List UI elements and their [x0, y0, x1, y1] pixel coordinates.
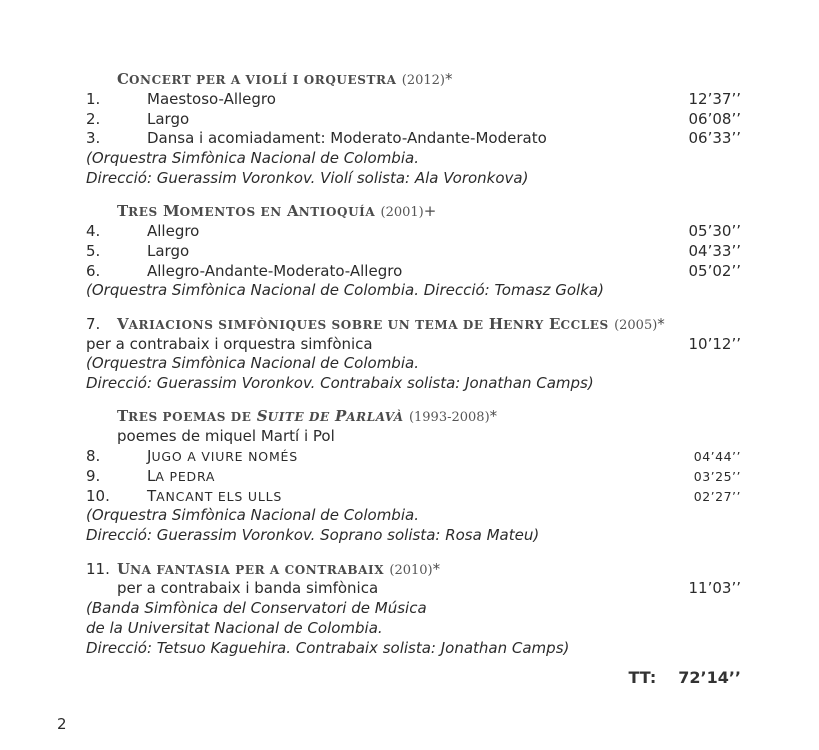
movement-row	[86, 262, 741, 282]
work-title-text: ENRY	[503, 317, 544, 332]
song-duration: 02’27’’	[693, 488, 741, 504]
song-title-initial: T	[147, 486, 157, 505]
song-row	[86, 467, 741, 487]
work-year: (1993-2008)	[408, 410, 490, 426]
work-title-text: ONCERT PER A VIOLÍ I ORQUESTRA	[128, 73, 397, 87]
work-subtitle-row	[86, 427, 741, 447]
work-title-initial: V	[117, 314, 129, 333]
work-title-text: NA FANTASIA PER A CONTRABAIX	[130, 562, 385, 577]
song-duration: 04’44’’	[693, 449, 741, 465]
total-time	[629, 668, 741, 687]
movement-name: Dansa i acomiadament: Moderato-Andante-Moderato	[147, 129, 547, 148]
song-title: A PEDRA	[155, 468, 216, 484]
work-title-initial: S	[256, 407, 268, 426]
movement-name: Largo	[147, 109, 190, 128]
work-mark: +	[423, 202, 437, 221]
movement-name: Allegro-Andante-Moderato-Allegro	[147, 261, 403, 280]
work-title-text: ARLAVÀ	[346, 410, 404, 425]
work-title-initial: H	[488, 314, 504, 333]
movement-row	[86, 110, 741, 130]
work-subtitle: poemes de miquel Martí i Pol	[117, 427, 335, 446]
work-title-text: UITE DE	[267, 410, 330, 425]
performer-note: (Orquestra Simfònica Nacional de Colombia.	[86, 354, 419, 373]
song-row	[86, 447, 741, 467]
total-time-value: 72’14’’	[678, 668, 741, 687]
work-year: (2010)	[389, 562, 433, 578]
track-number: 7.	[86, 314, 101, 333]
work-title	[86, 202, 741, 222]
movement-name: Allegro	[147, 222, 200, 241]
song-title-initial: J	[147, 447, 152, 466]
work-mark: *	[489, 407, 498, 426]
movement-number: 4.	[86, 222, 101, 241]
page-number: 2	[57, 715, 67, 733]
track-duration: 11’03’’	[688, 579, 741, 598]
movement-name: Largo	[147, 241, 190, 260]
song-row	[86, 487, 741, 507]
track-listing	[86, 70, 741, 687]
performer-note: de la Universitat Nacional de Colombia.	[86, 618, 383, 637]
performer-note: Direcció: Guerassim Voronkov. Violí solista: Ala Voronkova)	[86, 168, 529, 187]
movement-row	[86, 242, 741, 262]
work-title	[86, 407, 741, 427]
work-subtitle: per a contrabaix i banda simfònica	[117, 579, 379, 598]
work-subtitle-row	[86, 579, 741, 599]
work-title-initial: T	[117, 407, 129, 426]
song-title: ANCANT ELS ULLS	[156, 488, 283, 504]
movement-duration: 05’02’’	[688, 261, 741, 280]
work-title-initial: A	[287, 202, 299, 221]
performer-note: Direcció: Guerassim Voronkov. Contrabaix solista: Jonathan Camps)	[86, 374, 594, 393]
movement-number: 6.	[86, 261, 101, 280]
movement-number: 2.	[86, 109, 101, 128]
work-title-initial: E	[549, 314, 561, 333]
work-title-text: ARIACIONS SIMFÒNIQUES SOBRE UN TEMA DE	[128, 317, 484, 332]
work-title-initial: M	[163, 202, 180, 221]
work-mark: *	[432, 559, 441, 578]
work-title-text: RES POEMAS DE	[128, 410, 252, 425]
performer-note: (Banda Simfònica del Conservatori de Música	[86, 599, 427, 618]
work-title-text: NTIOQUÍA	[298, 205, 376, 220]
work-year: (2001)	[380, 205, 424, 221]
movement-duration: 06’33’’	[688, 129, 741, 148]
work-title-initial: P	[334, 407, 347, 426]
work-mark: *	[657, 314, 665, 333]
work-title-initial: U	[117, 559, 131, 578]
song-number: 9.	[86, 466, 101, 485]
work-year: (2012)	[401, 73, 445, 88]
work-title	[86, 315, 741, 335]
work-title	[86, 70, 741, 90]
movement-number: 3.	[86, 129, 101, 148]
movement-duration: 06’08’’	[688, 109, 741, 128]
movement-number: 1.	[86, 89, 101, 108]
work-mark: *	[444, 70, 453, 88]
work-subtitle: per a contrabaix i orquestra simfònica	[86, 334, 373, 353]
work-subtitle-row	[86, 335, 741, 355]
song-title: UGO A VIURE NOMÉS	[151, 449, 298, 465]
performer-note: (Orquestra Simfònica Nacional de Colombia.	[86, 149, 419, 168]
song-number: 8.	[86, 447, 101, 466]
work-title-text: CCLES	[560, 317, 609, 332]
work-title-text: RES	[128, 205, 158, 220]
performer-note: Direcció: Guerassim Voronkov. Soprano solista: Rosa Mateu)	[86, 526, 540, 545]
movement-name: Maestoso-Allegro	[147, 89, 276, 108]
track-number: 11.	[86, 559, 110, 578]
work-title	[86, 560, 741, 580]
performer-note: Direcció: Tetsuo Kaguehira. Contrabaix solista: Jonathan Camps)	[86, 638, 570, 657]
total-time-label: TT:	[628, 668, 657, 687]
work-title-initial: C	[117, 70, 129, 88]
performer-note: (Orquestra Simfònica Nacional de Colombia. Direcció: Tomasz Golka)	[86, 281, 604, 300]
movement-row	[86, 90, 741, 110]
track-duration: 10’12’’	[688, 334, 741, 353]
movement-row	[86, 129, 741, 149]
movement-duration: 05’30’’	[688, 222, 741, 241]
work-title-text: OMENTOS EN	[179, 205, 282, 220]
song-duration: 03’25’’	[693, 468, 741, 484]
movement-row	[86, 222, 741, 242]
movement-duration: 12’37’’	[688, 89, 741, 108]
performer-note: (Orquestra Simfònica Nacional de Colombia.	[86, 506, 419, 525]
work-year: (2005)	[614, 317, 658, 333]
work-title-initial: T	[117, 202, 129, 221]
song-number: 10.	[86, 486, 110, 505]
movement-duration: 04’33’’	[688, 241, 741, 260]
movement-number: 5.	[86, 241, 101, 260]
song-title-initial: L	[147, 466, 156, 485]
